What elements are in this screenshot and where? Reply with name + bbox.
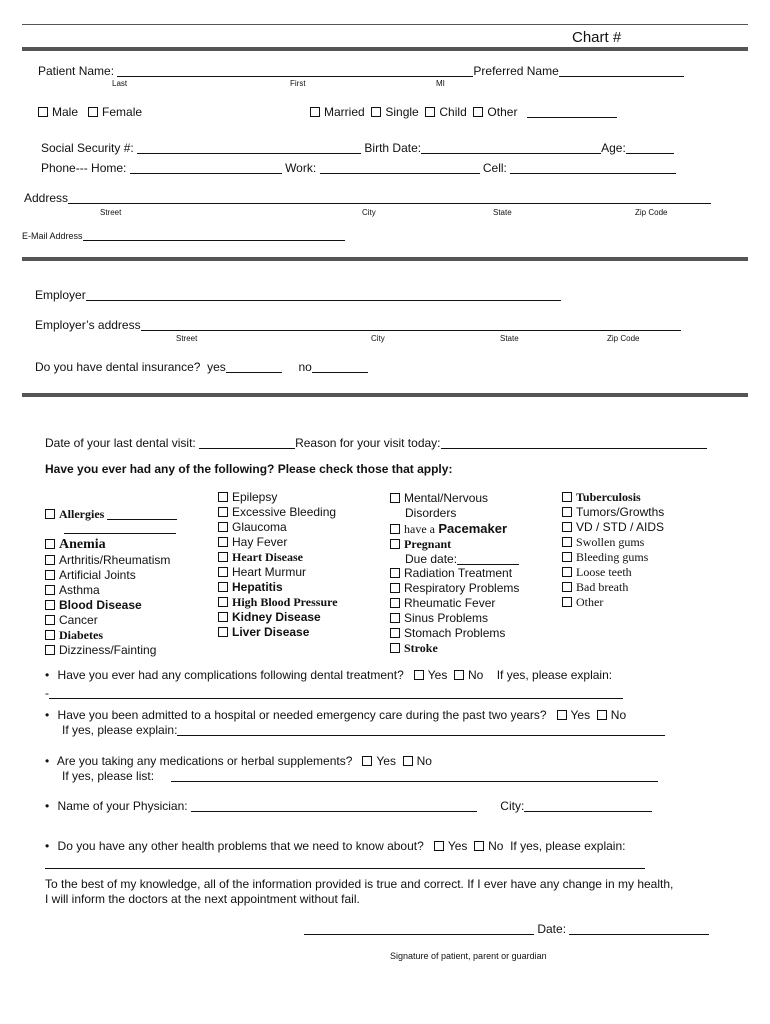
- q2-yes-checkbox[interactable]: [557, 710, 567, 720]
- condition-item: [562, 565, 664, 580]
- condition-label: Heart Disease: [232, 550, 303, 564]
- gender-row: [38, 105, 142, 119]
- condition-item: [562, 505, 664, 520]
- q5-yes-label: Yes: [447, 839, 468, 853]
- condition-item: [45, 568, 170, 583]
- condition-checkbox[interactable]: [218, 522, 228, 532]
- condition-label: Sinus Problems: [404, 611, 489, 625]
- male-label: Male: [52, 105, 79, 119]
- disorders-label: Disorders: [405, 506, 457, 520]
- condition-label: Loose teeth: [576, 565, 632, 579]
- allergies-extra-field[interactable]: [64, 522, 176, 534]
- ssn-label: Social Security #:: [41, 141, 134, 155]
- email-label: E-Mail Address: [22, 231, 83, 241]
- condition-checkbox[interactable]: [562, 582, 572, 592]
- cell-phone-label: Cell:: [482, 161, 507, 175]
- last-visit-field[interactable]: [199, 437, 295, 449]
- condition-item: [390, 566, 519, 581]
- condition-checkbox[interactable]: [562, 507, 572, 517]
- last-visit-label: Date of your last dental visit:: [45, 436, 196, 450]
- marital-row: [310, 105, 617, 119]
- signature-date-field[interactable]: [569, 923, 709, 935]
- sub-first: First: [290, 79, 306, 88]
- condition-checkbox[interactable]: [562, 552, 572, 562]
- anemia-checkbox[interactable]: [45, 539, 55, 549]
- chart-number-label: Chart #: [572, 29, 622, 46]
- q2-yes-label: Yes: [570, 708, 591, 722]
- condition-label: Epilepsy: [232, 490, 278, 504]
- condition-checkbox[interactable]: [562, 567, 572, 577]
- condition-checkbox[interactable]: [562, 522, 572, 532]
- female-checkbox[interactable]: [88, 107, 98, 117]
- condition-checkbox[interactable]: [562, 597, 572, 607]
- addr-state: State: [493, 208, 512, 217]
- addr-street: Street: [100, 208, 122, 217]
- condition-item: [218, 505, 338, 520]
- allergies-extra-row: [64, 521, 176, 535]
- q2-explain-field[interactable]: [177, 724, 665, 736]
- condition-label: Bleeding gums: [576, 550, 649, 564]
- employer-field[interactable]: [86, 289, 561, 301]
- q3-no-label: No: [416, 754, 432, 768]
- allergies-label: Allergies: [59, 507, 105, 521]
- allergies-field[interactable]: [107, 508, 177, 520]
- question-1: [45, 668, 612, 682]
- conditions-col2: [218, 490, 338, 640]
- insurance-no-field[interactable]: [312, 361, 368, 373]
- employer-address-row: [35, 318, 681, 332]
- condition-item: [218, 610, 338, 625]
- married-checkbox[interactable]: [310, 107, 320, 117]
- employer-address-label: Employer’s address: [35, 318, 141, 332]
- addr-zip: Zip Code: [635, 208, 668, 217]
- emp-addr-state: State: [500, 334, 519, 343]
- condition-label: Tuberculosis: [576, 490, 641, 504]
- condition-checkbox[interactable]: [45, 585, 55, 595]
- condition-label: Kidney Disease: [232, 610, 321, 624]
- condition-item: [390, 641, 519, 656]
- mental-checkbox[interactable]: [390, 493, 400, 503]
- condition-label: Excessive Bleeding: [232, 505, 337, 519]
- condition-item: [562, 490, 664, 505]
- condition-checkbox[interactable]: [218, 612, 228, 622]
- reason-field[interactable]: [441, 437, 707, 449]
- single-label: Single: [385, 105, 419, 119]
- question-3-text: Are you taking any medications or herbal supplements?: [56, 754, 353, 768]
- address-row: [24, 191, 711, 205]
- condition-label: Asthma: [59, 583, 100, 597]
- condition-label: VD / STD / AIDS: [576, 520, 665, 534]
- condition-item: [218, 490, 338, 505]
- other-status-field[interactable]: [527, 106, 617, 118]
- condition-label: Artificial Joints: [59, 568, 136, 582]
- condition-checkbox[interactable]: [45, 600, 55, 610]
- q5-yes-checkbox[interactable]: [434, 841, 444, 851]
- due-date-label: Due date:: [405, 552, 458, 566]
- single-checkbox[interactable]: [371, 107, 381, 117]
- home-phone-field[interactable]: [130, 162, 282, 174]
- condition-item: [390, 596, 519, 611]
- addr-city: City: [362, 208, 376, 217]
- signature-row: [304, 922, 709, 936]
- condition-item: [218, 625, 338, 640]
- condition-checkbox[interactable]: [218, 597, 228, 607]
- question-2: [45, 708, 626, 722]
- address-field[interactable]: [68, 192, 711, 204]
- condition-item: [45, 553, 170, 568]
- pacemaker-row: [390, 521, 507, 537]
- condition-checkbox[interactable]: [45, 555, 55, 565]
- married-label: Married: [324, 105, 365, 119]
- signature-caption: Signature of patient, parent or guardian: [390, 951, 547, 961]
- q1-explain-field[interactable]: [49, 687, 623, 699]
- physician-city-field[interactable]: [524, 800, 652, 812]
- child-label: Child: [439, 105, 467, 119]
- condition-item: [218, 595, 338, 610]
- q3-list-row: [62, 769, 658, 783]
- signature-field[interactable]: [304, 923, 534, 935]
- insurance-question: Do you have dental insurance?: [35, 360, 201, 374]
- conditions-col4: [562, 490, 664, 610]
- child-checkbox[interactable]: [425, 107, 435, 117]
- employer-address-field[interactable]: [141, 319, 681, 331]
- q5-explain-label: If yes, please explain:: [510, 839, 626, 853]
- physician-field[interactable]: [191, 800, 477, 812]
- emp-addr-zip: Zip Code: [607, 334, 640, 343]
- conditions-col1: [45, 553, 170, 658]
- condition-item: [45, 613, 170, 628]
- question-5-text: Do you have any other health problems that we need to know about?: [57, 839, 424, 853]
- preferred-name-field[interactable]: [559, 65, 684, 77]
- condition-checkbox[interactable]: [218, 627, 228, 637]
- condition-label: Rheumatic Fever: [404, 596, 496, 610]
- patient-name-row: [38, 64, 684, 78]
- insurance-yes-label: yes: [207, 360, 226, 374]
- work-phone-label: Work:: [285, 161, 317, 175]
- condition-item: [218, 580, 338, 595]
- condition-checkbox[interactable]: [390, 568, 400, 578]
- condition-checkbox[interactable]: [390, 628, 400, 638]
- anemia-row: [45, 537, 106, 553]
- sub-mi: MI: [436, 79, 445, 88]
- mental-row: [390, 491, 488, 505]
- condition-label: Respiratory Problems: [404, 581, 520, 595]
- email-row: [22, 231, 345, 241]
- condition-item: [562, 580, 664, 595]
- ssn-field[interactable]: [137, 142, 361, 154]
- statement-line-1: To the best of my knowledge, all of the information provided is true and correct. If I ever have any change in my health,: [45, 877, 674, 891]
- last-visit-row: [45, 436, 707, 450]
- condition-label: Cancer: [59, 613, 98, 627]
- mental-label: Mental/Nervous: [404, 491, 489, 505]
- condition-item: [390, 611, 519, 626]
- condition-item: [562, 595, 664, 610]
- female-label: Female: [102, 105, 143, 119]
- condition-label: Dizziness/Fainting: [59, 643, 157, 657]
- employer-label: Employer: [35, 288, 86, 302]
- employer-row: [35, 288, 561, 302]
- q5-no-label: No: [488, 839, 504, 853]
- male-checkbox[interactable]: [38, 107, 48, 117]
- q2-explain-label: If yes, please explain:: [62, 723, 178, 737]
- question-1-text: Have you ever had any complications following dental treatment?: [57, 668, 404, 682]
- condition-item: [45, 598, 170, 613]
- q2-no-checkbox[interactable]: [597, 710, 607, 720]
- condition-label: Bad breath: [576, 580, 629, 594]
- condition-checkbox[interactable]: [390, 598, 400, 608]
- insurance-yes-field[interactable]: [226, 361, 282, 373]
- section-rule-1: [22, 257, 748, 261]
- insurance-row: [35, 360, 368, 374]
- condition-item: [218, 565, 338, 580]
- question-4-text: Name of your Physician:: [57, 799, 188, 813]
- top-rule: [22, 24, 748, 25]
- condition-label: Other: [576, 595, 604, 609]
- condition-checkbox[interactable]: [218, 507, 228, 517]
- q3-yes-checkbox[interactable]: [362, 756, 372, 766]
- cell-phone-field[interactable]: [510, 162, 676, 174]
- other-checkbox[interactable]: [473, 107, 483, 117]
- physician-city-label: City:: [500, 799, 525, 813]
- q1-explain-label: If yes, please explain:: [496, 668, 613, 682]
- condition-label: Glaucoma: [232, 520, 287, 534]
- condition-checkbox[interactable]: [562, 537, 572, 547]
- question-3: [45, 754, 432, 768]
- condition-item: [45, 643, 170, 658]
- condition-checkbox[interactable]: [218, 492, 228, 502]
- q2-no-label: No: [610, 708, 627, 722]
- condition-item: [45, 583, 170, 598]
- condition-checkbox[interactable]: [218, 567, 228, 577]
- ssn-row: [41, 141, 674, 155]
- home-phone-label: Phone--- Home:: [41, 161, 127, 175]
- pregnant-checkbox[interactable]: [390, 539, 400, 549]
- condition-label: Blood Disease: [59, 598, 142, 612]
- condition-label: Arthritis/Rheumatism: [59, 553, 171, 567]
- allergies-row: [45, 507, 177, 522]
- age-label: Age:: [601, 141, 626, 155]
- condition-item: [45, 628, 170, 643]
- header-rule: [22, 47, 748, 51]
- q1-yes-label: Yes: [427, 668, 448, 682]
- condition-item: [218, 550, 338, 565]
- q3-yes-label: Yes: [376, 754, 396, 768]
- condition-item: [390, 581, 519, 596]
- other-label: Other: [487, 105, 518, 119]
- conditions-col3: [390, 566, 519, 656]
- signature-date-label: Date:: [537, 922, 567, 936]
- question-5: [45, 839, 625, 853]
- due-date-field[interactable]: [457, 553, 519, 565]
- q5-explain-row: [45, 856, 645, 870]
- condition-item: [390, 626, 519, 641]
- emp-addr-city: City: [371, 334, 385, 343]
- condition-checkbox[interactable]: [218, 582, 228, 592]
- question-4: [45, 799, 652, 813]
- age-field[interactable]: [626, 142, 674, 154]
- condition-item: [218, 520, 338, 535]
- sub-last: Last: [112, 79, 128, 88]
- emp-addr-street: Street: [176, 334, 198, 343]
- condition-label: High Blood Pressure: [232, 595, 338, 609]
- condition-item: [562, 550, 664, 565]
- q2-explain-row: [62, 723, 665, 737]
- condition-item: [218, 535, 338, 550]
- condition-checkbox[interactable]: [390, 643, 400, 653]
- condition-checkbox[interactable]: [218, 552, 228, 562]
- condition-label: Hepatitis: [232, 580, 283, 594]
- q1-no-checkbox[interactable]: [454, 670, 464, 680]
- have-a-label: have a: [404, 522, 435, 536]
- q1-no-label: No: [468, 668, 484, 682]
- phone-row: [41, 161, 676, 175]
- condition-label: Liver Disease: [232, 625, 310, 639]
- reason-label: Reason for your visit today:: [295, 436, 441, 450]
- pregnant-label: Pregnant: [404, 537, 452, 551]
- condition-label: Swollen gums: [576, 535, 645, 549]
- q3-list-field[interactable]: [171, 770, 658, 782]
- condition-checkbox[interactable]: [390, 583, 400, 593]
- insurance-no-label: no: [298, 360, 312, 374]
- section-rule-2: [22, 393, 748, 397]
- anemia-label: Anemia: [59, 537, 106, 552]
- due-date-row: [405, 552, 519, 566]
- condition-checkbox[interactable]: [390, 613, 400, 623]
- condition-checkbox[interactable]: [562, 492, 572, 502]
- question-2-text: Have you been admitted to a hospital or needed emergency care during the past two years?: [57, 708, 547, 722]
- q1-yes-checkbox[interactable]: [414, 670, 424, 680]
- condition-label: Heart Murmur: [232, 565, 307, 579]
- condition-checkbox[interactable]: [45, 570, 55, 580]
- condition-checkbox[interactable]: [45, 645, 55, 655]
- birth-date-field[interactable]: [421, 142, 601, 154]
- condition-item: [562, 535, 664, 550]
- preferred-name-label: Preferred Name: [473, 64, 559, 78]
- allergies-checkbox[interactable]: [45, 509, 55, 519]
- work-phone-field[interactable]: [320, 162, 480, 174]
- condition-checkbox[interactable]: [218, 537, 228, 547]
- q5-no-checkbox[interactable]: [474, 841, 484, 851]
- condition-item: [562, 520, 664, 535]
- q3-list-label: If yes, please list:: [62, 769, 155, 783]
- condition-label: Hay Fever: [232, 535, 288, 549]
- condition-checkbox[interactable]: [45, 615, 55, 625]
- pacemaker-checkbox[interactable]: [390, 524, 400, 534]
- pregnant-row: [390, 537, 451, 552]
- q1-explain-row: -: [45, 686, 623, 700]
- conditions-heading: Have you ever had any of the following? Please check those that apply:: [45, 462, 453, 476]
- condition-label: Radiation Treatment: [404, 566, 513, 580]
- statement-line-2: I will inform the doctors at the next appointment without fail.: [45, 892, 360, 906]
- address-label: Address: [24, 191, 69, 205]
- pacemaker-label: Pacemaker: [438, 521, 507, 536]
- patient-name-field[interactable]: [117, 65, 473, 77]
- condition-label: Diabetes: [59, 628, 103, 642]
- condition-label: Stomach Problems: [404, 626, 506, 640]
- q5-explain-field[interactable]: [45, 857, 645, 869]
- email-field[interactable]: [83, 232, 345, 241]
- birth-date-label: Birth Date:: [364, 141, 422, 155]
- condition-label: Tumors/Growths: [576, 505, 665, 519]
- q3-no-checkbox[interactable]: [403, 756, 413, 766]
- condition-checkbox[interactable]: [45, 630, 55, 640]
- patient-name-label: Patient Name:: [38, 64, 115, 78]
- condition-label: Stroke: [404, 641, 438, 655]
